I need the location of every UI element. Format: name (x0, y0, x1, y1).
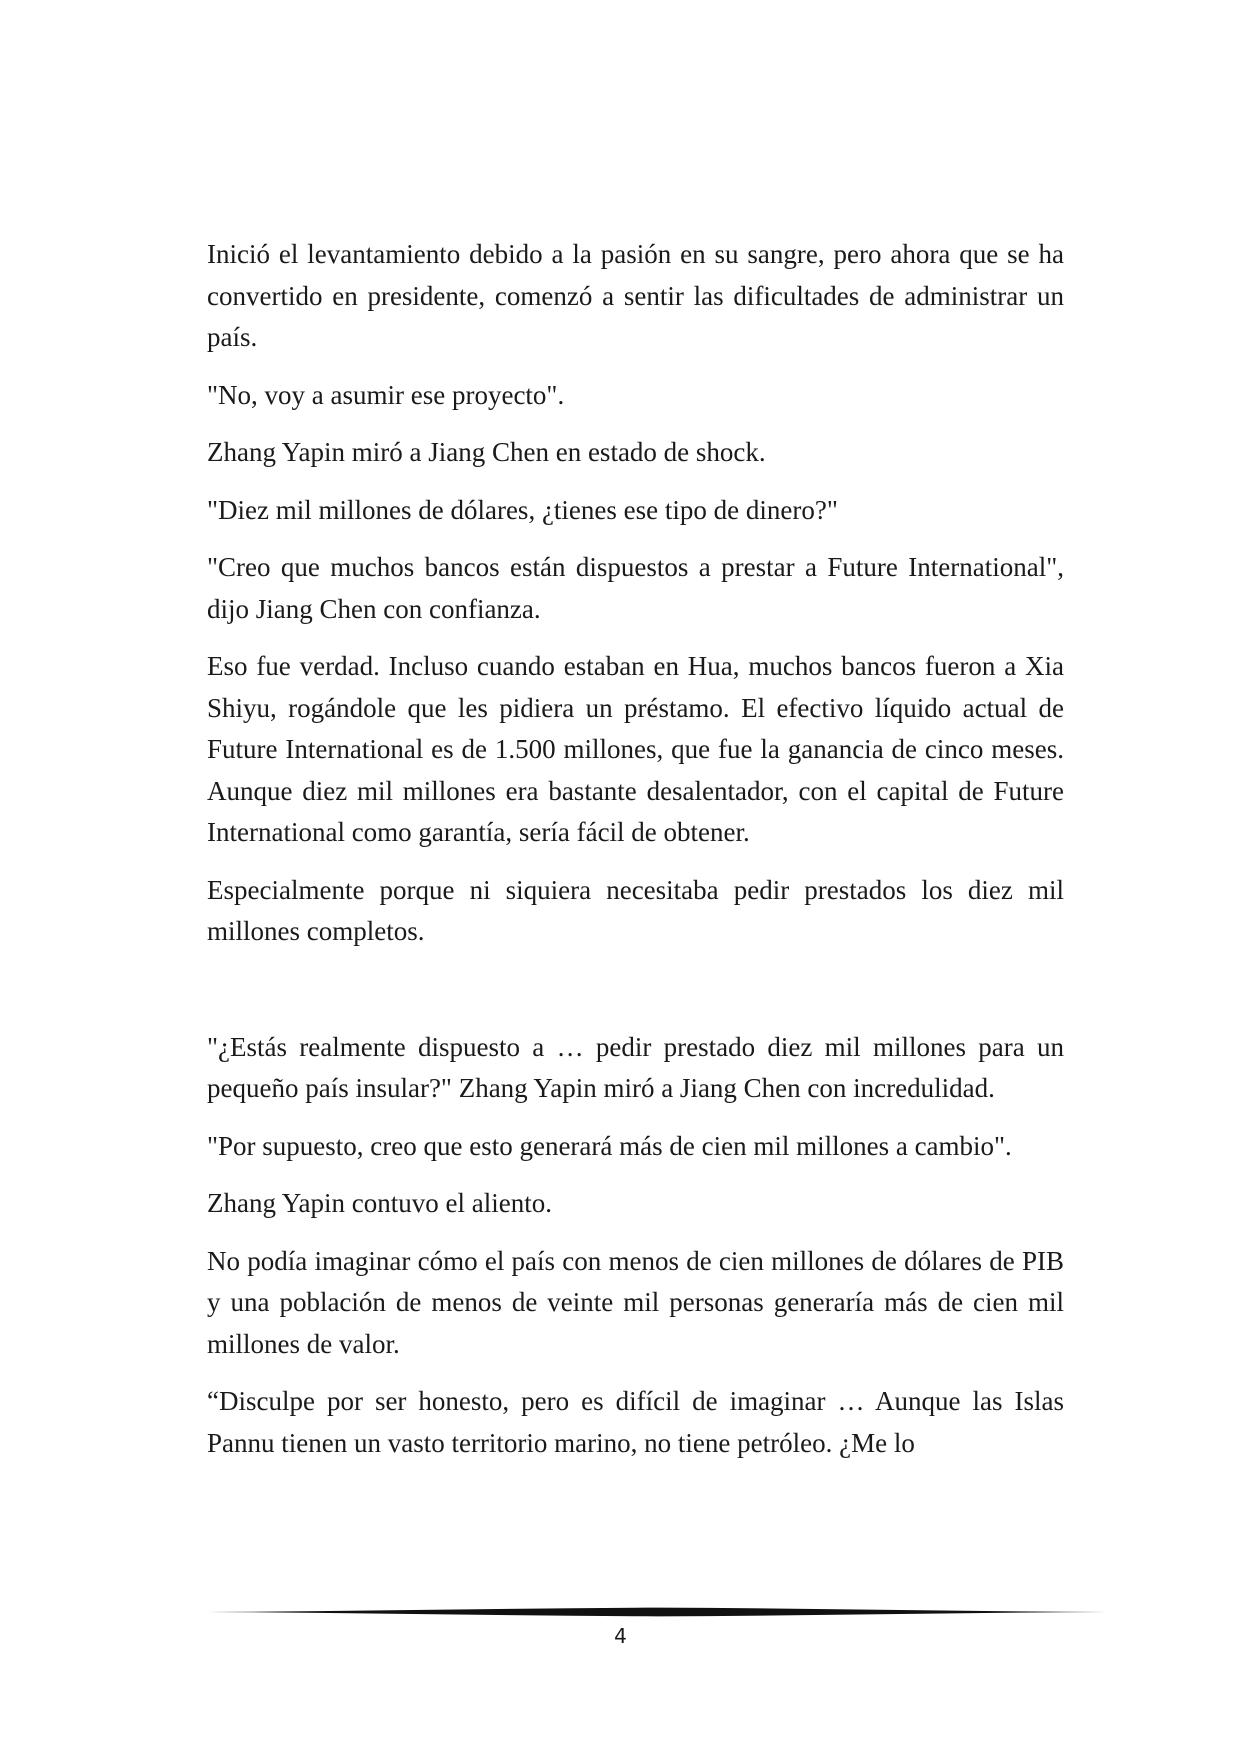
paragraph: “Disculpe por ser honesto, pero es difícil de imaginar … Aunque las Islas Pannu tienen un vasto territorio marino, no tiene petróleo. ¿Me lo (207, 1386, 1064, 1458)
paragraph: "Diez mil millones de dólares, ¿tienes ese tipo de dinero?" (207, 494, 838, 525)
body-text (207, 234, 1064, 1480)
paragraph: "No, voy a asumir ese proyecto". (207, 379, 565, 410)
paragraph: Inició el levantamiento debido a la pasión en su sangre, pero ahora que se ha convertido en presidente, comenzó a sentir las dificultades de administrar un país. (207, 239, 1064, 352)
paragraph: "Creo que muchos bancos están dispuestos a prestar a Future International", dijo Jiang Chen con confianza. (207, 552, 1064, 624)
paragraph: Eso fue verdad. Incluso cuando estaban en Hua, muchos bancos fueron a Xia Shiyu, rogándole que les pidiera un préstamo. El efectivo líquido actual de Future International es de 1.500 millones, que fue la ganancia de cinco meses. Aunque diez mil millones era bastante desalentador, con el capital de Future International como garantía, sería fácil de obtener. (207, 651, 1064, 847)
paragraph: No podía imaginar cómo el país con menos de cien millones de dólares de PIB y una población de menos de veinte mil personas generaría más de cien mil millones de valor. (207, 1245, 1064, 1359)
footer-divider (207, 1605, 1107, 1619)
page-number: 4 (614, 1624, 627, 1648)
paragraph: Zhang Yapin miró a Jiang Chen en estado de shock. (207, 437, 766, 467)
paragraph: Especialmente porque ni siquiera necesitaba pedir prestados los diez mil millones completos. (207, 874, 1064, 946)
paragraph: Zhang Yapin contuvo el aliento. (207, 1188, 552, 1218)
paragraph: "Por supuesto, creo que esto generará más de cien mil millones a cambio". (207, 1130, 1012, 1161)
paragraph: "¿Estás realmente dispuesto a … pedir prestado diez mil millones para un pequeño país insular?" Zhang Yapin miró a Jiang Chen con incredulidad. (207, 1031, 1064, 1103)
